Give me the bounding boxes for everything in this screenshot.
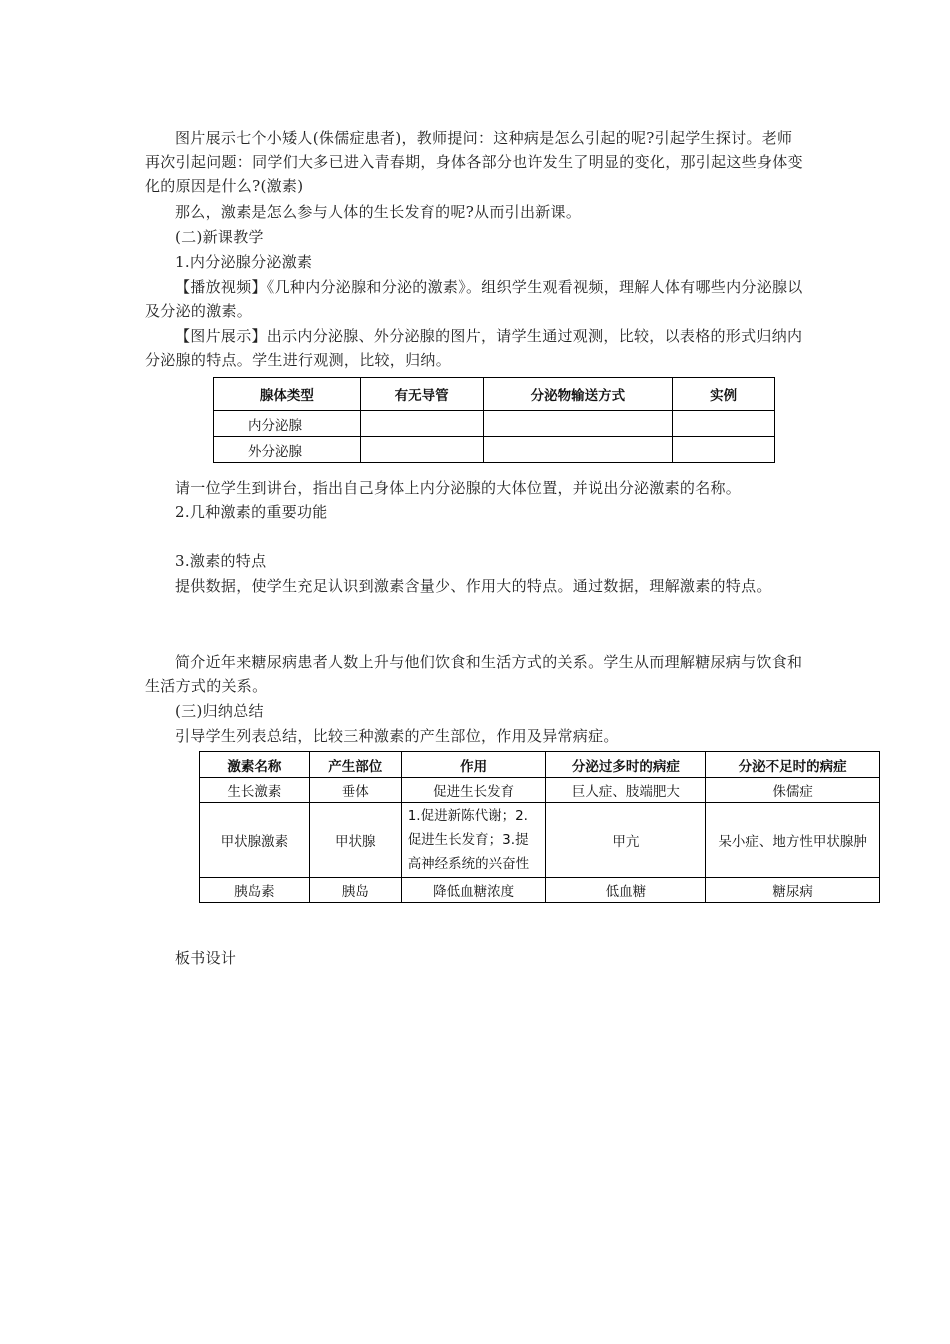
table-row — [200, 803, 880, 878]
section-heading-new-lesson: (二)新课教学 — [175, 228, 264, 246]
table-cell: 生长激素 — [200, 778, 310, 803]
video-paragraph: 【播放视频】《几种内分泌腺和分泌的激素》。组织学生观看视频，理解人体有哪些内分泌腺以及分泌的激素。 — [145, 278, 803, 320]
table-header-cell: 分泌过多时的病症 — [546, 752, 706, 778]
intro-paragraph: 图片展示七个小矮人(侏儒症患者)，教师提问：这种病是怎么引起的呢?引起学生探讨。老师再次引起问题：同学们大多已进入青春期，身体各部分也许发生了明显的变化，那引起这些身体变化的原因是什么?(激素) — [145, 129, 803, 195]
table-cell: 外分泌腺 — [214, 437, 361, 463]
hormone-summary-table — [199, 751, 880, 903]
table-cell: 胰岛素 — [200, 878, 310, 903]
table-cell — [483, 411, 673, 437]
table-header-cell: 腺体类型 — [214, 378, 361, 411]
table-row — [214, 437, 775, 463]
table-row — [200, 878, 880, 903]
data-paragraph: 提供数据，使学生充足认识到激素含量少、作用大的特点。通过数据，理解激素的特点。 — [175, 577, 772, 595]
table-cell: 甲状腺 — [309, 803, 401, 878]
gland-comparison-table — [213, 377, 775, 463]
table-cell — [673, 437, 775, 463]
summary-instruction-paragraph: 引导学生列表总结，比较三种激素的产生部位，作用及异常病症。 — [175, 727, 619, 745]
table-header-row — [214, 378, 775, 411]
table-cell: 降低血糖浓度 — [401, 878, 546, 903]
subheading-hormone-functions: 2.几种激素的重要功能 — [175, 503, 328, 521]
table-cell — [673, 411, 775, 437]
diabetes-paragraph: 简介近年来糖尿病患者人数上升与他们饮食和生活方式的关系。学生从而理解糖尿病与饮食和生活方式的关系。 — [145, 653, 803, 695]
table-row — [200, 778, 880, 803]
table-header-cell: 分泌不足时的病症 — [706, 752, 880, 778]
table-cell: 糖尿病 — [706, 878, 880, 903]
table-cell — [483, 437, 673, 463]
table-header-cell: 作用 — [401, 752, 546, 778]
table-cell: 巨人症、肢端肥大 — [546, 778, 706, 803]
table-cell: 甲状腺激素 — [200, 803, 310, 878]
table-header-cell: 有无导管 — [360, 378, 483, 411]
subheading-endocrine-glands: 1.内分泌腺分泌激素 — [175, 253, 313, 271]
table-cell — [360, 437, 483, 463]
table-header-row — [200, 752, 880, 778]
board-design-heading: 板书设计 — [175, 949, 237, 967]
table-cell: 胰岛 — [309, 878, 401, 903]
lead-in-paragraph: 那么，激素是怎么参与人体的生长发育的呢?从而引出新课。 — [175, 203, 582, 221]
table-cell: 低血糖 — [546, 878, 706, 903]
lectern-paragraph: 请一位学生到讲台，指出自己身体上内分泌腺的大体位置，并说出分泌激素的名称。 — [175, 479, 742, 497]
section-heading-summary: (三)归纳总结 — [175, 702, 264, 720]
table-header-cell: 激素名称 — [200, 752, 310, 778]
table-header-cell: 实例 — [673, 378, 775, 411]
table-cell: 垂体 — [309, 778, 401, 803]
table-cell: 侏儒症 — [706, 778, 880, 803]
subheading-hormone-features: 3.激素的特点 — [175, 552, 267, 570]
picture-paragraph: 【图片展示】出示内分泌腺、外分泌腺的图片，请学生通过观测，比较，以表格的形式归纳内分泌腺的特点。学生进行观测，比较，归纳。 — [145, 327, 803, 369]
table-cell: 促进生长发育 — [401, 778, 546, 803]
table-row — [214, 411, 775, 437]
table-header-cell: 分泌物输送方式 — [483, 378, 673, 411]
table-cell — [360, 411, 483, 437]
table-cell: 甲亢 — [546, 803, 706, 878]
table-cell: 呆小症、地方性甲状腺肿 — [706, 803, 880, 878]
table-header-cell: 产生部位 — [309, 752, 401, 778]
table-cell: 1.促进新陈代谢；2.促进生长发育；3.提高神经系统的兴奋性 — [401, 803, 546, 878]
table-cell: 内分泌腺 — [214, 411, 361, 437]
